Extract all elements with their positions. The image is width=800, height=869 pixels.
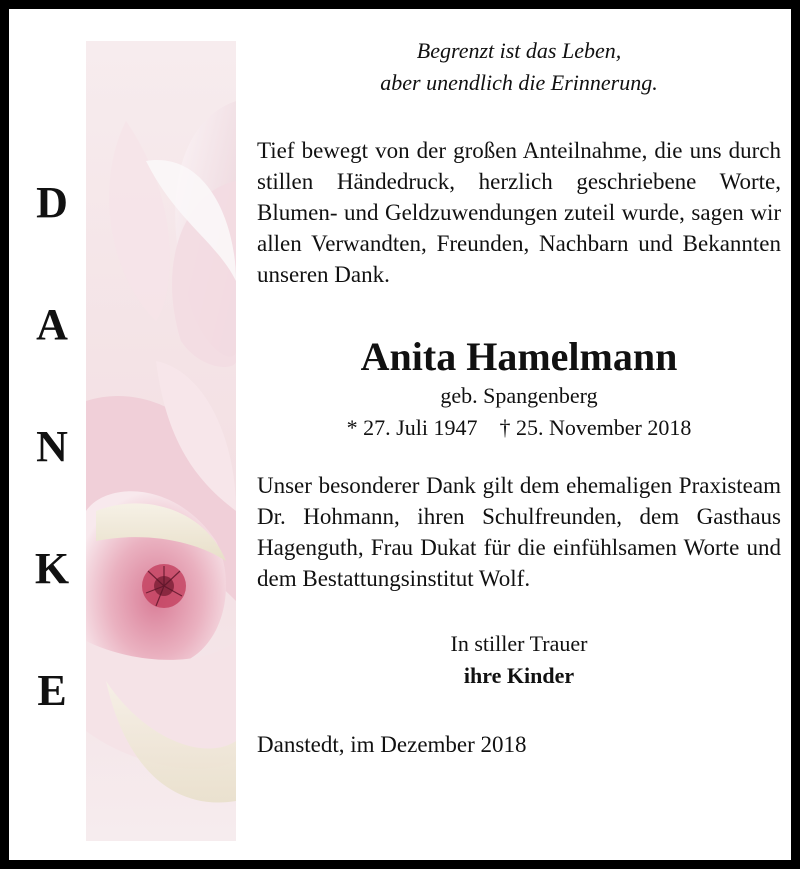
danke-vertical-word [27,174,77,784]
birth-date: * 27. Juli 1947 [346,415,478,440]
place-date: Danstedt, im Dezember 2018 [257,732,527,757]
danke-letter: D [36,178,68,227]
birth-name: geb. Spangenberg [440,383,598,408]
magnolia-flower-icon [86,41,236,841]
danke-letter: K [34,544,70,593]
motto-line: aber unendlich die Erinnerung. [380,70,658,95]
closing-line: In stiller Trauer [450,631,588,656]
notice-text [257,35,781,760]
motto [257,35,781,99]
magnolia-flower-image [86,41,236,841]
signature: ihre Kinder [463,663,575,688]
thanks-paragraph: Unser besonderer Dank gilt dem ehemaligen Praxisteam Dr. Hohmann, ihren Schulfreunden, dem Gasthaus Hagenguth, Frau Dukat für die einfühlsamen Worte und dem Bestattungsinstitut Wolf. [257,473,781,591]
danke-letter: A [36,300,68,349]
death-date: † 25. November 2018 [499,415,692,440]
motto-line: Begrenzt ist das Leben, [416,38,622,63]
deceased-name: Anita Hamelmann [360,334,678,379]
closing [257,628,781,692]
intro-paragraph: Tief bewegt von der großen Anteilnahme, die uns durch stillen Händedruck, herzlich geschriebene Worte, Blumen- und Geldzuwendungen zuteil wurde, sagen wir allen Verwandten, Freunden, Nachbarn und Bekannten unseren Dank. [257,138,781,287]
life-dates [257,412,781,444]
danke-letter: N [36,422,68,471]
danke-letter: E [37,666,67,715]
